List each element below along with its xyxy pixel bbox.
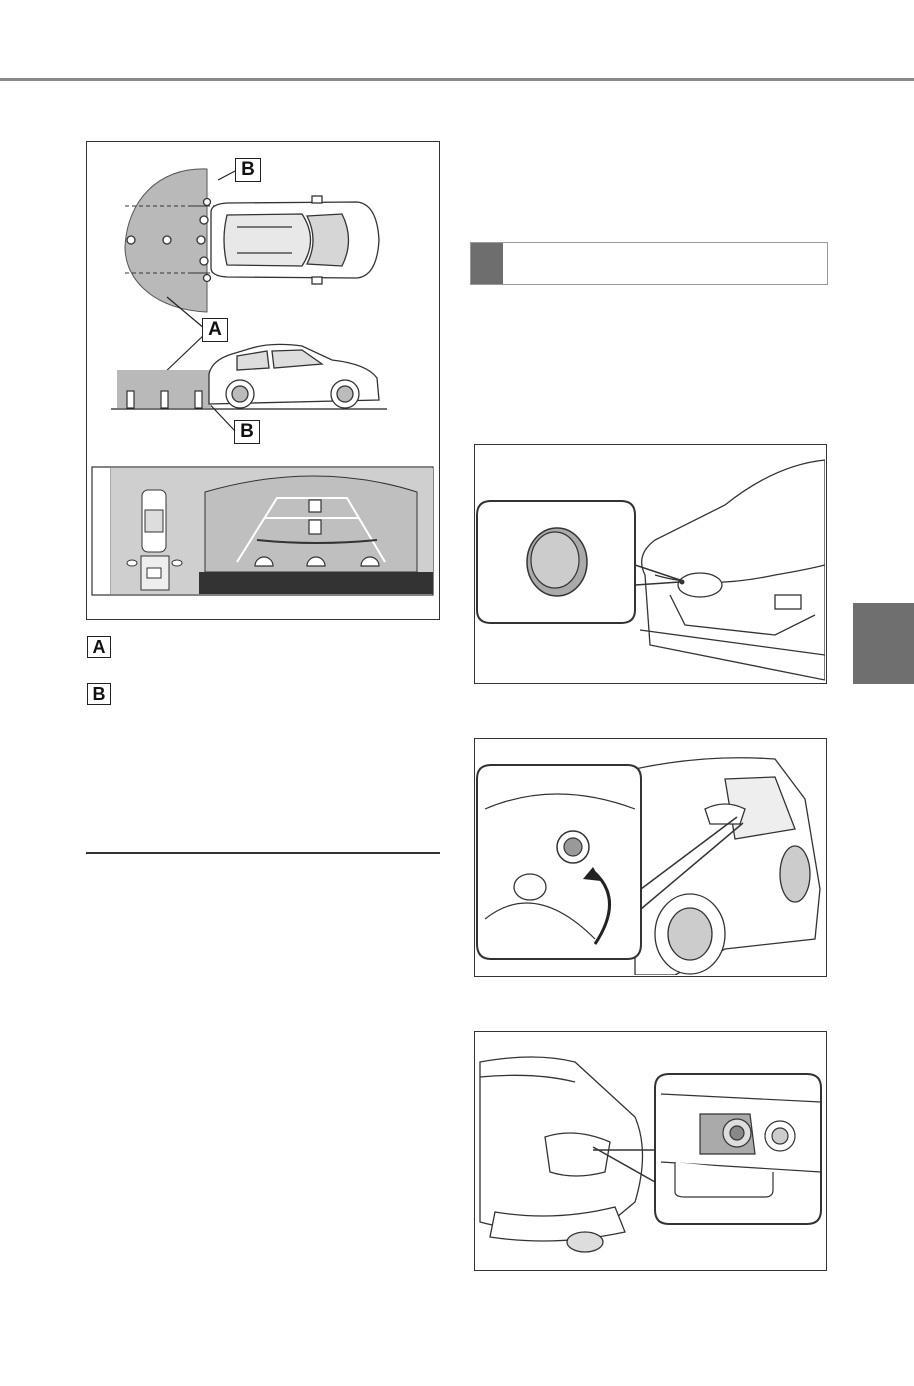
heading-marker — [471, 243, 503, 284]
legend-key-a: A — [87, 636, 111, 658]
callout-a: A — [202, 318, 228, 342]
rear-camera-illustration — [475, 1032, 825, 1269]
callout-b-top: B — [235, 158, 261, 182]
chapter-tab — [853, 603, 914, 684]
front-camera-illustration — [475, 445, 825, 682]
header-rule — [0, 78, 914, 81]
detection-area-illustration — [87, 142, 438, 618]
detection-area-figure — [86, 141, 440, 620]
side-camera-illustration — [475, 739, 825, 975]
front-camera-figure — [474, 444, 827, 684]
rear-camera-figure — [474, 1031, 827, 1271]
callout-b-bottom: B — [234, 420, 260, 444]
side-camera-figure — [474, 738, 827, 977]
section-heading-box — [470, 242, 828, 285]
section-divider — [86, 852, 440, 854]
legend-key-b: B — [87, 683, 111, 705]
